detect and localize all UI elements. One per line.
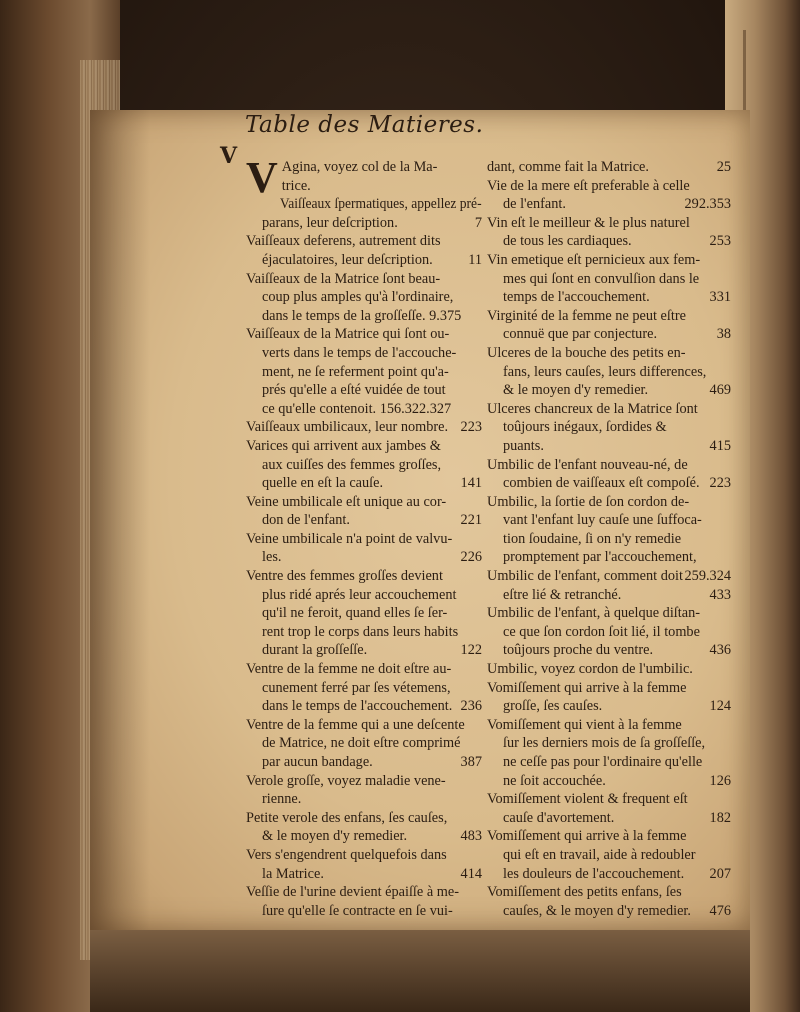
entry-text: promptement par l'accouchement,	[503, 549, 697, 566]
page-reference: 207	[709, 865, 731, 882]
entry-text: Vaiſſeaux de la Matrice ſont beau-	[246, 270, 441, 287]
index-entry	[487, 883, 731, 920]
entry-text: parans, leur deſcription.	[262, 214, 398, 231]
entry-text: Veine umbilicale eſt unique au cor-	[246, 493, 447, 510]
page-reference: 387	[460, 754, 482, 770]
page-reference: dans le temps de la groſſeſſe. 9.375	[262, 307, 462, 324]
entry-text: Verole groſſe, voyez maladie vene-	[246, 772, 446, 789]
entry-text: ſure qu'elle ſe contracte en ſe vui-	[262, 902, 453, 919]
index-entry	[487, 158, 731, 177]
page-reference: 433	[709, 586, 731, 603]
index-entry	[246, 493, 482, 530]
entry-line	[487, 195, 731, 214]
entry-line	[246, 734, 482, 753]
entry-line	[246, 493, 482, 512]
entry-text: cunement ferré par ſes vétemens,	[262, 679, 451, 696]
entry-text: les.	[262, 549, 282, 566]
entry-line	[487, 270, 731, 289]
index-entry	[246, 772, 482, 809]
entry-line	[487, 214, 731, 233]
entry-line	[246, 604, 482, 623]
entry-line	[487, 437, 731, 456]
entry-line	[487, 456, 731, 475]
entry-text: rienne.	[262, 791, 302, 808]
entry-text: Ventre des femmes groſſes devient	[246, 568, 443, 585]
entry-text: Vomiſſement violent & frequent eſt	[487, 791, 688, 808]
page-reference: 226	[460, 549, 482, 566]
entry-text: Vaiſſeaux deferens, autrement dits	[246, 233, 441, 250]
page-reference: 221	[460, 512, 482, 529]
drop-cap: V	[246, 153, 278, 202]
entry-text: Ulceres de la bouche des petits en-	[487, 344, 686, 361]
page-bottom-shadow	[90, 930, 750, 1012]
entry-line	[487, 790, 731, 809]
entry-line	[246, 809, 482, 828]
entry-line	[246, 325, 482, 344]
entry-text: ce que ſon cordon ſoit lié, il tombe	[503, 623, 700, 640]
entry-text: Vaiſſeaux umbilicaux, leur nombre.	[246, 419, 449, 436]
entry-line	[246, 418, 482, 437]
index-entry	[487, 456, 731, 493]
entry-text: Vaiſſeaux ſpermatiques, appellez pré-	[279, 196, 482, 213]
page-reference: 483	[460, 828, 482, 845]
entry-text: Varices qui arrivent aux jambes &	[246, 437, 441, 454]
entry-text: verts dans le temps de l'accouche-	[262, 344, 457, 361]
entry-text: aux cuiſſes des femmes groſſes,	[262, 456, 442, 473]
entry-text: groſſe, ſes cauſes.	[503, 698, 603, 715]
entry-line	[246, 251, 482, 270]
entry-text: dant, comme fait la Matrice.	[487, 159, 649, 175]
entry-line	[487, 418, 731, 437]
entry-line	[246, 586, 482, 605]
entry-line	[246, 679, 482, 698]
index-entry	[487, 344, 731, 400]
entry-line	[246, 548, 482, 567]
entry-text: Ulceres chancreux de la Matrice ſont	[487, 400, 698, 417]
index-entry	[246, 716, 482, 772]
index-entry	[246, 846, 482, 883]
entry-line	[246, 697, 482, 716]
page-reference: 259.324	[684, 568, 731, 585]
index-entry	[487, 679, 731, 716]
entry-line	[487, 400, 731, 419]
index-entry	[487, 177, 731, 214]
entry-line	[246, 530, 482, 549]
entry-text: Veine umbilicale n'a point de valvu-	[246, 530, 453, 547]
entry-text: puants.	[503, 437, 544, 454]
entry-line	[246, 790, 482, 809]
page-reference: 7	[474, 214, 482, 231]
entry-line	[246, 753, 482, 772]
entry-text: rent trop le corps dans leurs habits	[262, 623, 459, 640]
entry-text: connuë que par conjecture.	[503, 326, 658, 343]
page-reference: 469	[709, 382, 731, 399]
entry-text: Vaiſſeaux de la Matrice qui ſont ou-	[246, 326, 450, 343]
page-reference: 126	[709, 772, 731, 789]
entry-line	[487, 641, 731, 660]
entry-line	[487, 846, 731, 865]
entry-text: Virginité de la femme ne peut eſtre	[487, 307, 686, 324]
entry-text: ſur les derniers mois de ſa groſſeſſe,	[503, 735, 706, 752]
entry-line	[487, 902, 731, 921]
entry-line	[487, 288, 731, 307]
entry-text: Vomiſſement des petits enfans, ſes	[487, 884, 682, 901]
entry-line	[246, 270, 482, 289]
entry-text: quelle en eſt la cauſe.	[262, 475, 384, 492]
page-reference: 414	[460, 865, 482, 882]
entry-line	[246, 660, 482, 679]
entry-text: plus ridé aprés leur accouchement	[262, 586, 457, 603]
entry-text: vant l'enfant luy cauſe une ſuffoca-	[503, 512, 702, 529]
index-entry	[487, 604, 731, 660]
entry-line	[487, 381, 731, 400]
entry-line	[487, 530, 731, 549]
entry-line	[246, 195, 482, 214]
entry-line	[487, 753, 731, 772]
index-entry	[246, 530, 482, 567]
entry-line	[487, 734, 731, 753]
index-entry	[487, 214, 731, 251]
entry-line	[487, 716, 731, 735]
entry-line	[487, 623, 731, 642]
entry-line	[246, 716, 482, 735]
entry-text: Agina, voyez col de la Ma-	[281, 159, 438, 175]
entry-line	[487, 232, 731, 251]
index-entry	[246, 232, 482, 269]
entry-line	[246, 902, 482, 921]
page-reference: 223	[460, 419, 482, 436]
entry-text: don de l'enfant.	[262, 512, 350, 529]
entry-text: Umbilic de l'enfant, comment doit	[487, 568, 683, 585]
index-entry	[246, 195, 482, 232]
index-entry	[246, 418, 482, 437]
entry-line	[246, 288, 482, 307]
entry-text: ment, ne ſe referment point qu'a-	[262, 363, 449, 380]
entry-text: les douleurs de l'accouchement.	[503, 865, 685, 882]
entry-text: Vomiſſement qui arrive à la femme	[487, 679, 687, 696]
page-reference: 476	[709, 902, 731, 919]
entry-text: combien de vaiſſeaux eſt compoſé.	[503, 475, 700, 492]
entry-text: de tous les cardiaques.	[503, 233, 632, 250]
entry-line	[246, 177, 482, 196]
entry-line	[487, 344, 731, 363]
entry-line	[246, 865, 482, 884]
entry-text: toûjours proche du ventre.	[503, 642, 654, 659]
page-reference: 436	[709, 642, 731, 659]
index-entry	[246, 437, 482, 493]
page-reference: 182	[709, 809, 731, 826]
index-entry	[246, 153, 482, 202]
entry-line	[246, 846, 482, 865]
entry-text: Umbilic de l'enfant, à quelque diſtan-	[487, 605, 700, 622]
entry-text: fans, leurs cauſes, leurs differences,	[503, 363, 707, 380]
entry-text: Umbilic, voyez cordon de l'umbilic.	[487, 661, 693, 678]
entry-line	[246, 363, 482, 382]
entry-text: Veſſie de l'urine devient épaiſſe à me-	[246, 884, 459, 901]
entry-text: temps de l'accouchement.	[503, 289, 650, 306]
index-column-right	[487, 158, 731, 920]
index-column-left	[246, 153, 482, 920]
entry-line	[487, 363, 731, 382]
page-reference: 25	[716, 159, 731, 175]
entry-text: cauſes, & le moyen d'y remedier.	[503, 902, 691, 919]
entry-line	[246, 381, 482, 400]
entry-line	[487, 325, 731, 344]
entry-text: & le moyen d'y remedier.	[262, 828, 408, 845]
entry-line	[246, 772, 482, 791]
page-reference: 415	[709, 437, 731, 454]
entry-line	[487, 772, 731, 791]
entry-line	[487, 511, 731, 530]
entry-text: mes qui ſont en convulſion dans le	[503, 270, 700, 287]
entry-line	[487, 809, 731, 828]
entry-line	[487, 251, 731, 270]
entry-text: Vin eſt le meilleur & le plus naturel	[487, 214, 690, 231]
index-entry	[487, 660, 731, 679]
entry-text: ne ceſſe pas pour l'ordinaire qu'elle	[503, 754, 703, 770]
entry-line	[487, 158, 731, 177]
page-title: Table des Matieres.	[245, 112, 484, 138]
index-entry	[487, 251, 731, 307]
entry-line	[246, 232, 482, 251]
entry-line	[246, 567, 482, 586]
entry-line	[246, 474, 482, 493]
entry-text: Umbilic, la ſortie de ſon cordon de-	[487, 493, 690, 510]
entry-text: toûjours inégaux, ſordides &	[503, 419, 667, 436]
index-entry	[487, 827, 731, 883]
entry-text: coup plus amples qu'à l'ordinaire,	[262, 289, 454, 306]
page-reference: ce qu'elle contenoit. 156.322.327	[262, 400, 452, 417]
entry-line	[487, 604, 731, 623]
entry-text: par aucun bandage.	[262, 754, 373, 770]
index-entry	[487, 790, 731, 827]
entry-line	[487, 586, 731, 605]
entry-text: eſtre lié & retranché.	[503, 586, 622, 603]
entry-text: dans le temps de l'accouchement.	[262, 698, 453, 715]
index-entry	[246, 270, 482, 326]
index-entry	[246, 883, 482, 920]
page-reference: 292.353	[684, 196, 731, 213]
index-entry	[487, 307, 731, 344]
entry-line	[487, 660, 731, 679]
page-reference: 236	[460, 698, 482, 715]
entry-line	[487, 865, 731, 884]
entry-line	[487, 679, 731, 698]
entry-text: Vie de la mere eſt preferable à celle	[487, 177, 690, 194]
entry-line	[487, 697, 731, 716]
index-entry	[246, 325, 482, 418]
entry-text: la Matrice.	[262, 865, 324, 882]
entry-text: durant la groſſeſſe.	[262, 642, 368, 659]
entry-line	[487, 827, 731, 846]
index-entry	[487, 716, 731, 790]
page-reference: 253	[709, 233, 731, 250]
entry-text: éjaculatoires, leur deſcription.	[262, 251, 433, 268]
entry-line	[487, 177, 731, 196]
entry-line	[246, 827, 482, 846]
entry-text: tion ſoudaine, ſi on n'y remedie	[503, 530, 682, 547]
page-reference: 223	[709, 475, 731, 492]
index-entry	[246, 567, 482, 660]
entry-line	[246, 511, 482, 530]
index-entry	[487, 400, 731, 456]
page-reference: 11	[468, 251, 482, 268]
entry-text: cauſe d'avortement.	[503, 809, 615, 826]
entry-line	[246, 456, 482, 475]
entry-text: & le moyen d'y remedier.	[503, 382, 649, 399]
page-reference: 141	[460, 475, 482, 492]
index-entry	[246, 809, 482, 846]
entry-text: Umbilic de l'enfant nouveau-né, de	[487, 456, 688, 473]
entry-text: Vin emetique eſt pernicieux aux fem-	[487, 251, 701, 268]
entry-text: qu'il ne feroit, quand elles ſe ſer-	[262, 605, 448, 622]
entry-line	[487, 307, 731, 326]
entry-text: ne ſoit accouchée.	[503, 772, 606, 789]
entry-line	[487, 493, 731, 512]
section-letter: V	[220, 143, 238, 169]
entry-text: de Matrice, ne doit eſtre comprimé	[262, 735, 461, 752]
index-entry	[246, 660, 482, 716]
page-reference: 331	[709, 289, 731, 306]
entry-text: Vers s'engendrent quelquefois dans	[246, 846, 447, 863]
entry-line	[487, 474, 731, 493]
entry-line	[246, 214, 482, 233]
entry-line	[246, 344, 482, 363]
entry-text: Ventre de la femme ne doit eſtre au-	[246, 661, 452, 678]
entry-text: qui eſt en travail, aide à redoubler	[503, 846, 696, 863]
entry-text: Vomiſſement qui vient à la femme	[487, 716, 682, 733]
entry-text: trice.	[281, 177, 311, 194]
entry-text: Vomiſſement qui arrive à la femme	[487, 828, 687, 845]
page-reference: 122	[460, 642, 482, 659]
entry-line	[487, 883, 731, 902]
entry-text: prés qu'elle a eſté vuidée de tout	[262, 382, 446, 399]
entry-line	[246, 883, 482, 902]
entry-line	[246, 623, 482, 642]
entry-text: de l'enfant.	[503, 196, 566, 213]
page-reference: 38	[716, 326, 731, 343]
entry-line	[246, 437, 482, 456]
entry-text: Petite verole des enfans, ſes cauſes,	[246, 809, 448, 826]
entry-text: Ventre de la femme qui a une deſcente	[246, 716, 465, 733]
entry-line	[246, 641, 482, 660]
page-reference: 124	[709, 698, 731, 715]
